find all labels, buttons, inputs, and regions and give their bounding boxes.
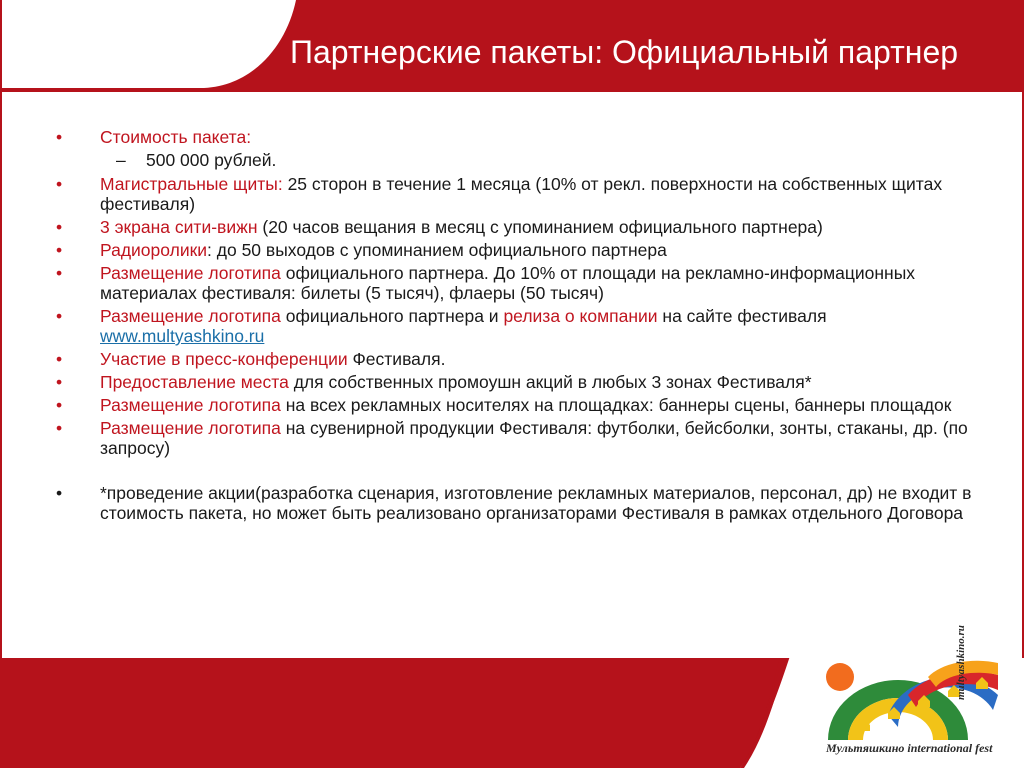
item-highlight: Размещение логотипа [100,263,281,283]
price-text: 500 000 рублей. [146,150,277,170]
list-item [56,217,976,237]
item-text: : до 50 выходов с упоминанием официального партнера [207,240,667,260]
item-highlight: Размещение логотипа [100,306,281,326]
list-item [56,306,976,346]
bullet: • [56,263,63,283]
footnote-item [56,483,976,523]
list-item [56,395,976,415]
footnote-text: *проведение акции(разработка сценария, изготовление рекламных материалов, персонал, др) не входит в стоимость пакета, но может быть реализовано организаторами Фестиваля в рамках отдельного Договора [100,483,972,523]
dash: – [116,150,126,170]
item-text: на сувенирной продукции Фестиваля: футболки, бейсболки, зонты, стаканы, др. (по запросу) [100,418,968,458]
logo-url: multyashkino.ru [955,625,967,700]
bullet: • [56,217,63,237]
item-highlight: Магистральные щиты: [100,174,283,194]
item-text: официального партнера и [280,306,504,326]
item-highlight: Участие в пресс-конференции [100,349,348,369]
item-text: официального партнера. До 10% от площади на рекламно-информационных материалах фестиваля: билеты (5 тысяч), флаеры (50 тысяч) [100,263,916,303]
slide-body [56,127,976,526]
logo-text: Мультяшкино international fest [826,741,993,755]
title-bar-curve [0,0,300,100]
item-text: 25 сторон в течение 1 месяца (10% от рекл. поверхности на собственных щитах фестиваля) [100,174,943,214]
item-highlight: Предоставление места [100,372,289,392]
item-text: (20 часов вещания в месяц с упоминанием официального партнера) [257,217,823,237]
bullet: • [56,306,63,326]
item-text: Фестиваля. [347,349,446,369]
bullet: • [56,349,63,369]
item-highlight: Размещение логотипа [100,418,281,438]
list-item [56,418,976,458]
item-highlight: Стоимость пакета: [100,127,252,147]
bullet: • [56,372,63,392]
bullet: • [56,174,63,194]
bullet: • [56,483,63,503]
item-text-2: на сайте фестиваля [657,306,827,326]
item-text: на всех рекламных носителях на площадках: баннеры сцены, баннеры площадок [280,395,952,415]
item-text: для собственных промоушн акций в любых 3 зонах Фестиваля* [288,372,812,392]
list-item [56,240,976,260]
bullet: • [56,418,63,438]
list-item [56,127,976,147]
frame-left [0,0,2,768]
list-item [56,174,976,214]
list-subitem [56,150,976,170]
item-highlight: Радиоролики [100,240,208,260]
slide-title: Партнерские пакеты: Официальный партнер [290,34,959,70]
festival-website-link[interactable]: www.multyashkino.ru [100,326,265,346]
bullet: • [56,240,63,260]
item-highlight-2: релиза о компании [503,306,658,326]
list-item [56,372,976,392]
list-item [56,263,976,303]
bullet: • [56,395,63,415]
list-item [56,349,976,369]
item-highlight: 3 экрана сити-вижн [100,217,258,237]
bullet: • [56,127,63,147]
item-highlight: Размещение логотипа [100,395,281,415]
